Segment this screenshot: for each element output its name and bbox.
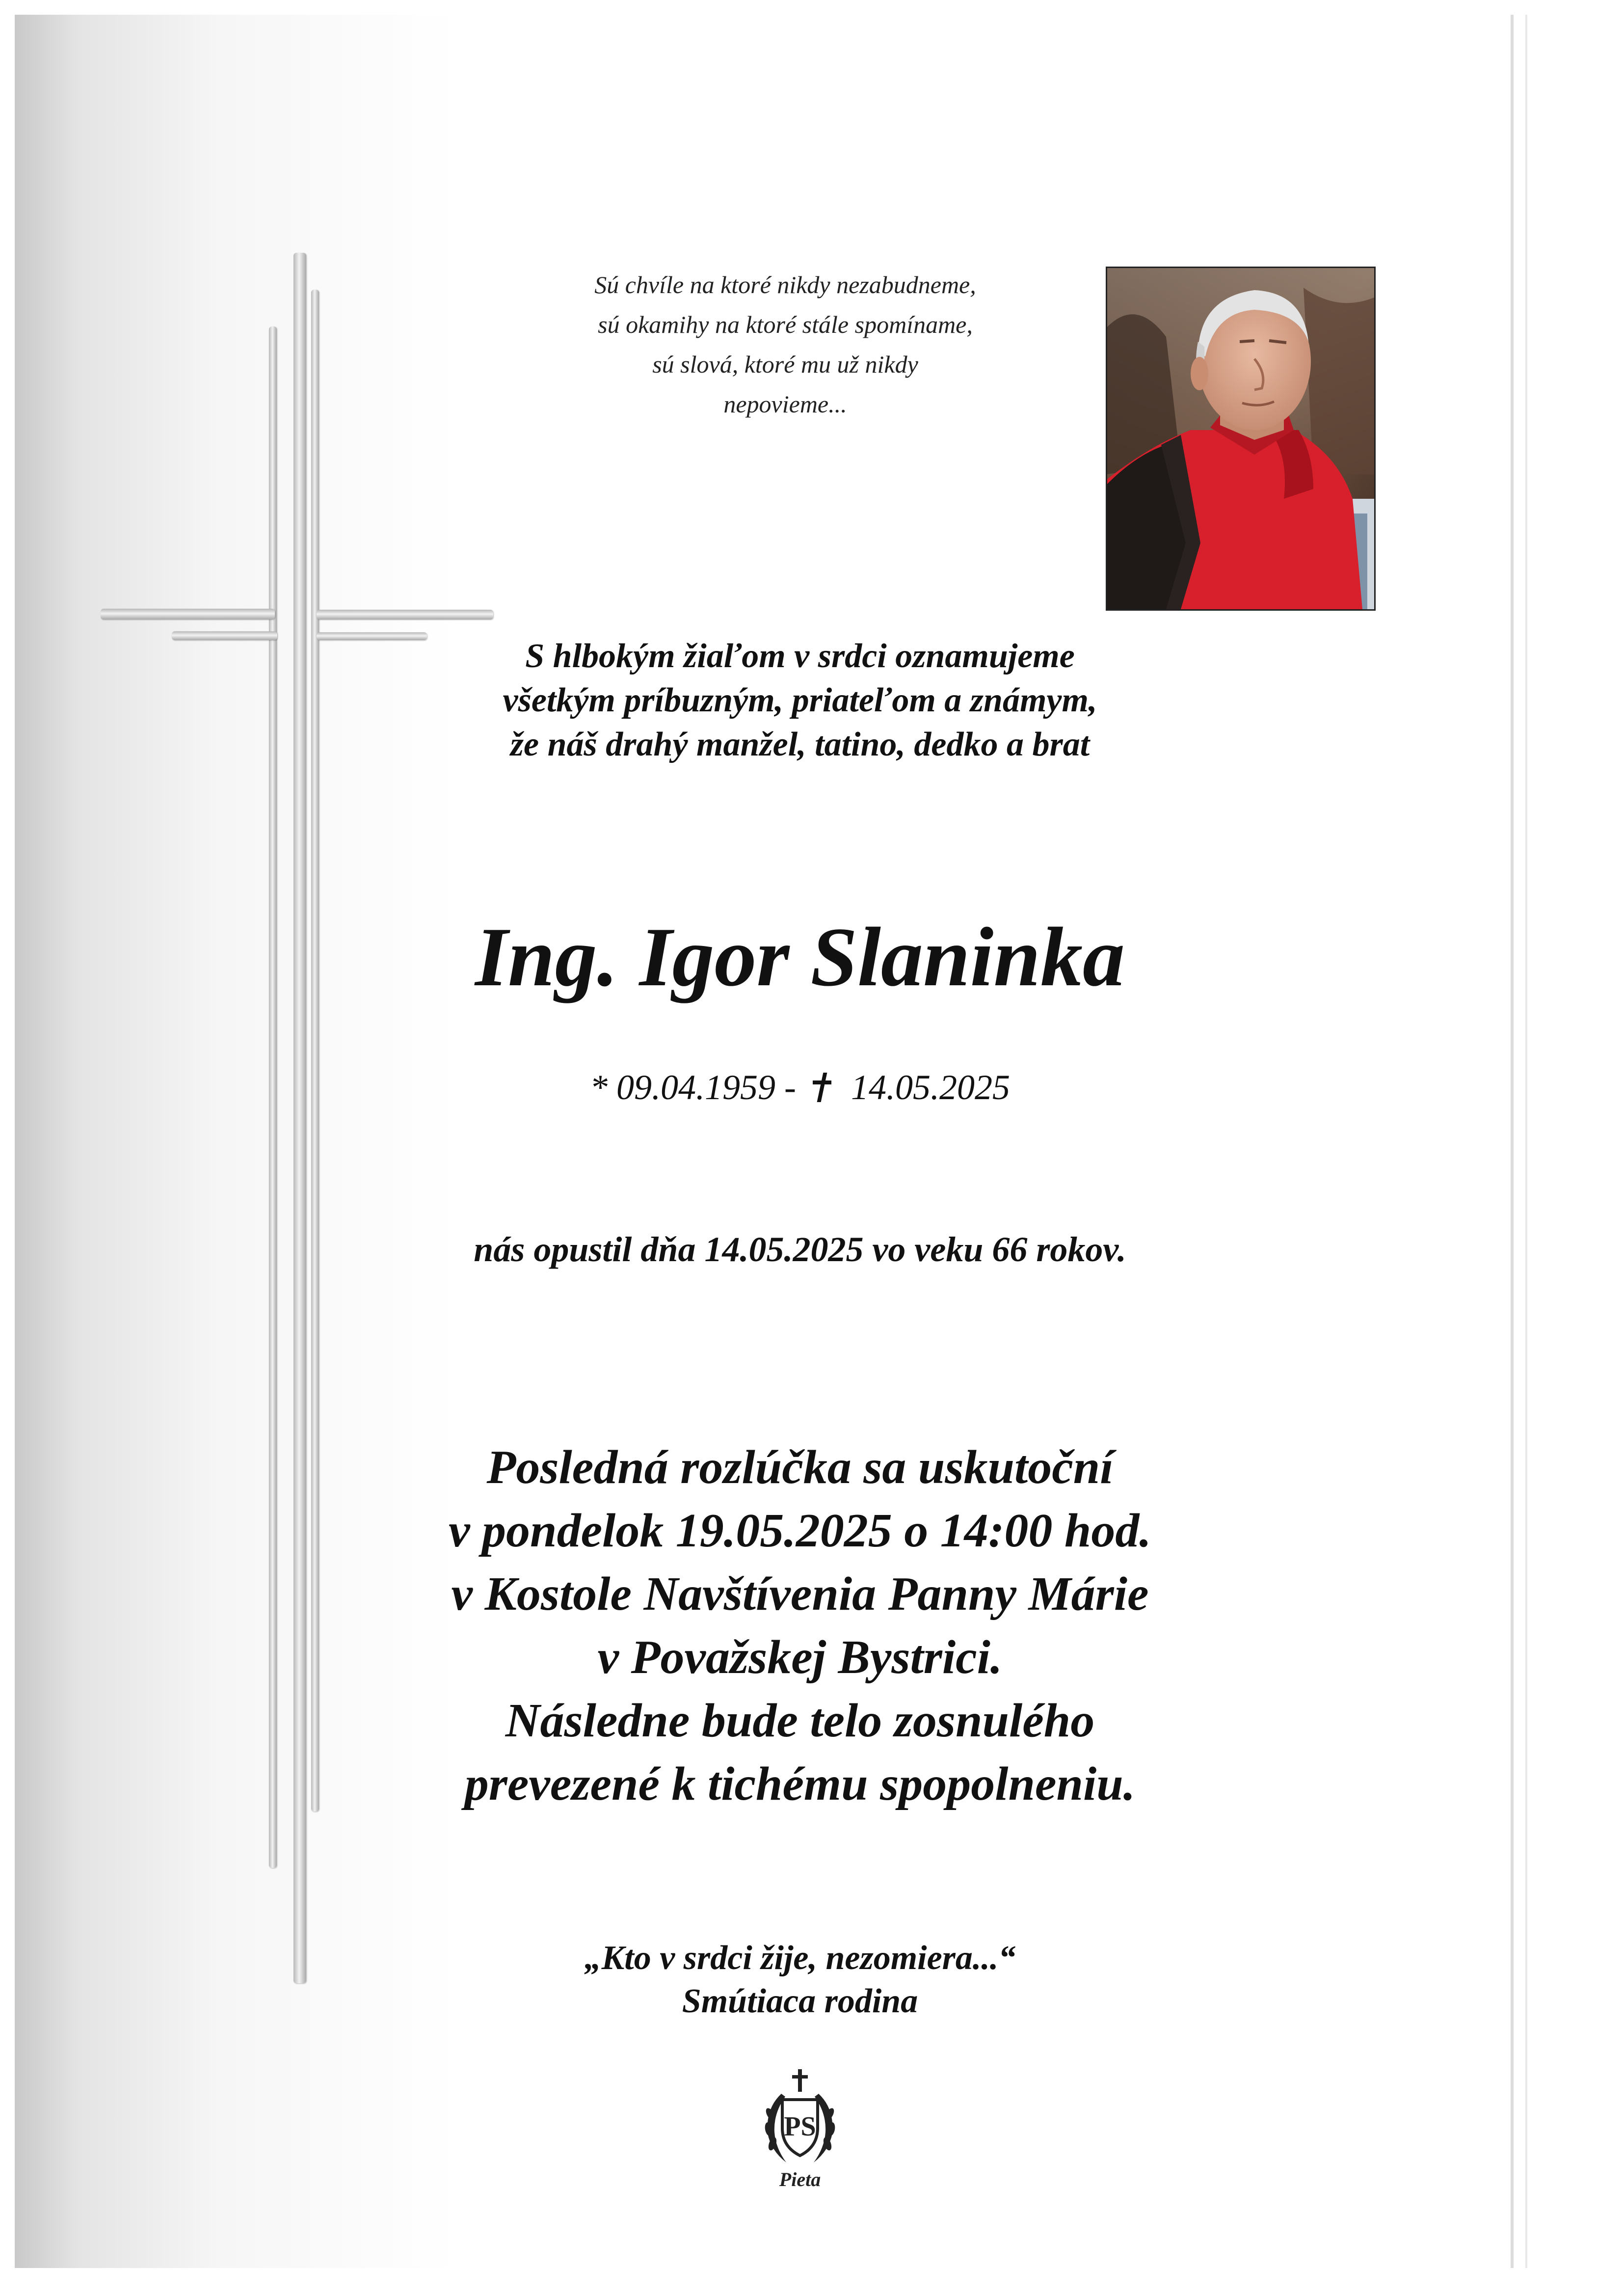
page-edge: [1511, 15, 1514, 2268]
funeral-line: v pondelok 19.05.2025 o 14:00 hod.: [449, 1504, 1151, 1557]
funeral-details: [304, 1436, 1296, 1816]
announcement-text: [344, 634, 1256, 767]
memorial-verse: [481, 265, 1090, 424]
portrait-photo: [1106, 267, 1376, 611]
closing: [442, 1937, 1158, 2023]
funeral-line: v Kostole Navštívenia Panny Márie: [451, 1567, 1149, 1621]
passed-away-line: nás opustil dňa 14.05.2025 vo veku 66 rokov.: [474, 1230, 1126, 1269]
funeral-line: prevezené k tichému spopolneniu.: [464, 1757, 1136, 1810]
funeral-line: v Považskej Bystrici.: [597, 1631, 1003, 1684]
announcement-line: S hlbokým žiaľom v srdci oznamujeme: [525, 637, 1075, 675]
announcement-line: všetkým príbuzným, priateľom a známym,: [503, 681, 1097, 719]
family-signature: Smútiaca rodina: [682, 1982, 918, 2020]
birth-date: * 09.04.1959 -: [590, 1068, 796, 1107]
announcement-line: že náš drahý manžel, tatino, dedko a brat: [510, 726, 1090, 763]
funeral-line: Následne bude telo zosnulého: [505, 1694, 1095, 1747]
verse-line: sú slová, ktoré mu už nikdy: [652, 351, 918, 378]
logo-caption: Pieta: [779, 2168, 821, 2190]
pieta-logo: [756, 2069, 844, 2197]
verse-line: Sú chvíle na ktoré nikdy nezabudneme,: [594, 271, 976, 298]
life-dates: [344, 1063, 1256, 1112]
verse-line: nepovieme...: [723, 390, 847, 418]
death-date: 14.05.2025: [851, 1068, 1010, 1107]
laurel-wreath-cross-icon: [756, 2069, 844, 2197]
logo-monogram: PS: [784, 2111, 816, 2142]
death-cross-icon: [812, 1073, 831, 1102]
page-edge-inner: [1525, 15, 1527, 2268]
verse-line: sú okamihy na ktoré stále spomíname,: [598, 311, 973, 338]
funeral-line: Posledná rozlúčka sa uskutoční: [486, 1441, 1114, 1494]
deceased-name: Ing. Igor Slaninka: [475, 911, 1125, 1004]
closing-quote: „Kto v srdci žije, nezomiera...“: [584, 1939, 1016, 1977]
